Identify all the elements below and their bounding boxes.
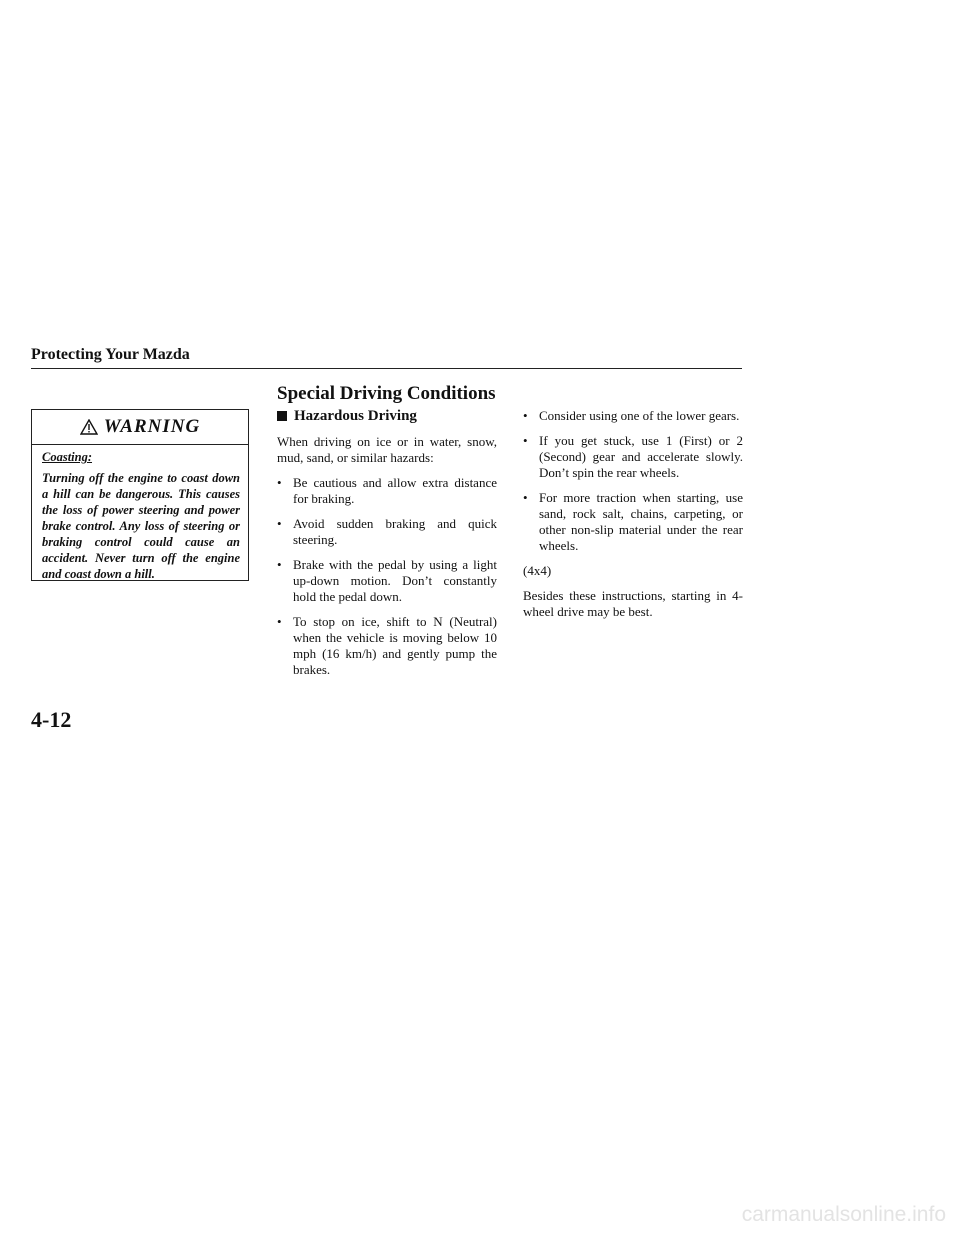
warning-subtitle: Coasting: xyxy=(42,450,93,464)
hazardous-driving-heading-text: Hazardous Driving xyxy=(294,408,417,424)
list-item-text: To stop on ice, shift to N (Neutral) when the vehicle is moving below 10 mph (16 km/h) and gently pump the brakes. xyxy=(293,614,497,677)
column-middle xyxy=(277,408,497,687)
list-item xyxy=(277,614,497,678)
list-item-text: Consider using one of the lower gears. xyxy=(539,408,740,423)
black-square-icon xyxy=(277,411,287,421)
watermark: carmanualsonline.info xyxy=(741,1203,946,1226)
list-item-text: Be cautious and allow extra distance for braking. xyxy=(293,475,497,506)
list-item xyxy=(523,433,743,481)
list-item-text: If you get stuck, use 1 (First) or 2 (Second) gear and accelerate slowly. Don’t spin the rear wheels. xyxy=(539,433,743,480)
list-item xyxy=(277,557,497,605)
bullet-icon: • xyxy=(523,490,528,505)
bullet-icon: • xyxy=(277,614,282,629)
hazard-bullet-list-continued xyxy=(523,408,743,554)
bullet-icon: • xyxy=(277,516,282,531)
bullet-icon: • xyxy=(523,408,528,423)
list-item-text: For more traction when starting, use sand, rock salt, chains, carpeting, or other non-slip material under the rear wheels. xyxy=(539,490,743,553)
bullet-icon: • xyxy=(277,557,282,572)
section-title: Special Driving Conditions xyxy=(277,383,496,404)
bullet-icon: • xyxy=(277,475,282,490)
warning-title: WARNING xyxy=(103,416,201,437)
list-item-text: Avoid sudden braking and quick steering. xyxy=(293,516,497,547)
list-item xyxy=(277,516,497,548)
warning-header xyxy=(32,410,248,445)
hazardous-intro: When driving on ice or in water, snow, mud, sand, or similar hazards: xyxy=(277,434,497,465)
list-item xyxy=(277,475,497,507)
hazard-bullet-list xyxy=(277,475,497,678)
four-by-four-tag: (4x4) xyxy=(523,563,552,578)
four-by-four-note: Besides these instructions, starting in 4-wheel drive may be best. xyxy=(523,588,743,619)
warning-body: Turning off the engine to coast down a hill can be dangerous. This causes the loss of power steering and power brake control. Any loss of steering or braking control could cause an accident. Never turn off the engine and coast down a hill. xyxy=(42,471,240,581)
list-item xyxy=(523,490,743,554)
hazardous-driving-heading xyxy=(277,408,497,424)
page-number: 4-12 xyxy=(31,707,72,732)
warning-box xyxy=(31,409,249,581)
warning-triangle-icon xyxy=(80,419,98,435)
bullet-icon: • xyxy=(523,433,528,448)
column-right xyxy=(523,408,743,629)
list-item xyxy=(523,408,743,424)
header-title: Protecting Your Mazda xyxy=(31,346,190,363)
header-rule xyxy=(31,368,742,369)
list-item-text: Brake with the pedal by using a light up-down motion. Don’t constantly hold the pedal down. xyxy=(293,557,497,604)
